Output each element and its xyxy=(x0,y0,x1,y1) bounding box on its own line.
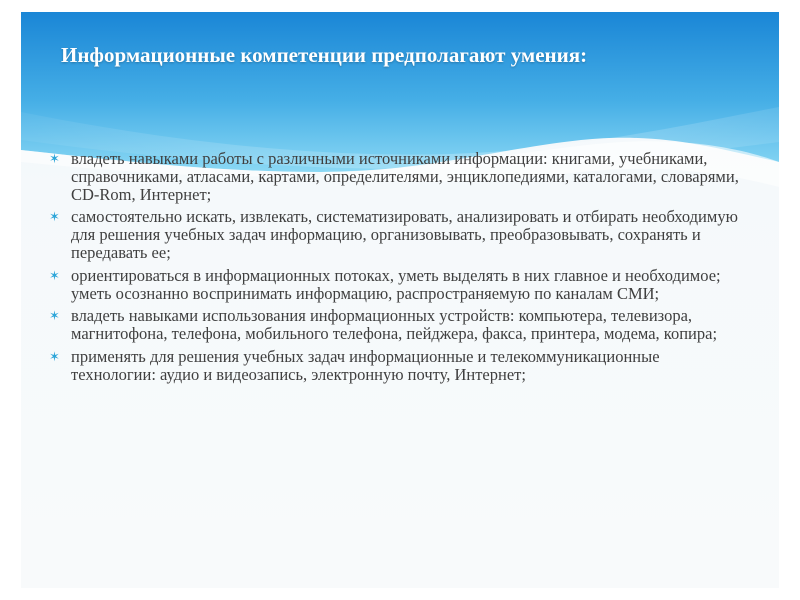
list-item xyxy=(49,150,739,203)
list-item xyxy=(49,208,739,261)
bullet-list xyxy=(49,150,739,389)
star-bullet-icon: ✶ xyxy=(49,308,60,324)
star-bullet-icon: ✶ xyxy=(49,348,60,364)
star-bullet-icon: ✶ xyxy=(49,209,60,225)
list-item-text: владеть навыками использования информационных устройств: компьютера, телевизора, магнитофона, телефона, мобильного телефона, пейджера, факса, принтера, модема, копира; xyxy=(71,306,718,344)
list-item-text: применять для решения учебных задач информационные и телекоммуникационные технологии: аудио и видеозапись, электронную почту, Интернет; xyxy=(71,346,660,384)
list-item-text: самостоятельно искать, извлекать, систематизировать, анализировать и отбирать необходимую для решения учебных задач информацию, организовывать, преобразовывать, сохранять и передавать ее; xyxy=(71,207,738,262)
list-item xyxy=(49,307,739,343)
list-item xyxy=(49,267,739,303)
slide-frame xyxy=(21,12,779,588)
list-item xyxy=(49,348,739,384)
list-item-text: ориентироваться в информационных потоках, уметь выделять в них главное и необходимое; уметь осознанно воспринимать информацию, распространяемую по каналам СМИ; xyxy=(71,265,721,303)
slide-title: Информационные компетенции предполагают умения: xyxy=(61,43,588,67)
list-item-text: владеть навыками работы с различными источниками информации: книгами, учебниками, справочниками, атласами, картами, определителями, энциклопедиями, каталогами, словарями, CD-Rom, Интернет; xyxy=(71,149,739,204)
star-bullet-icon: ✶ xyxy=(49,267,60,283)
star-bullet-icon: ✶ xyxy=(49,151,60,166)
